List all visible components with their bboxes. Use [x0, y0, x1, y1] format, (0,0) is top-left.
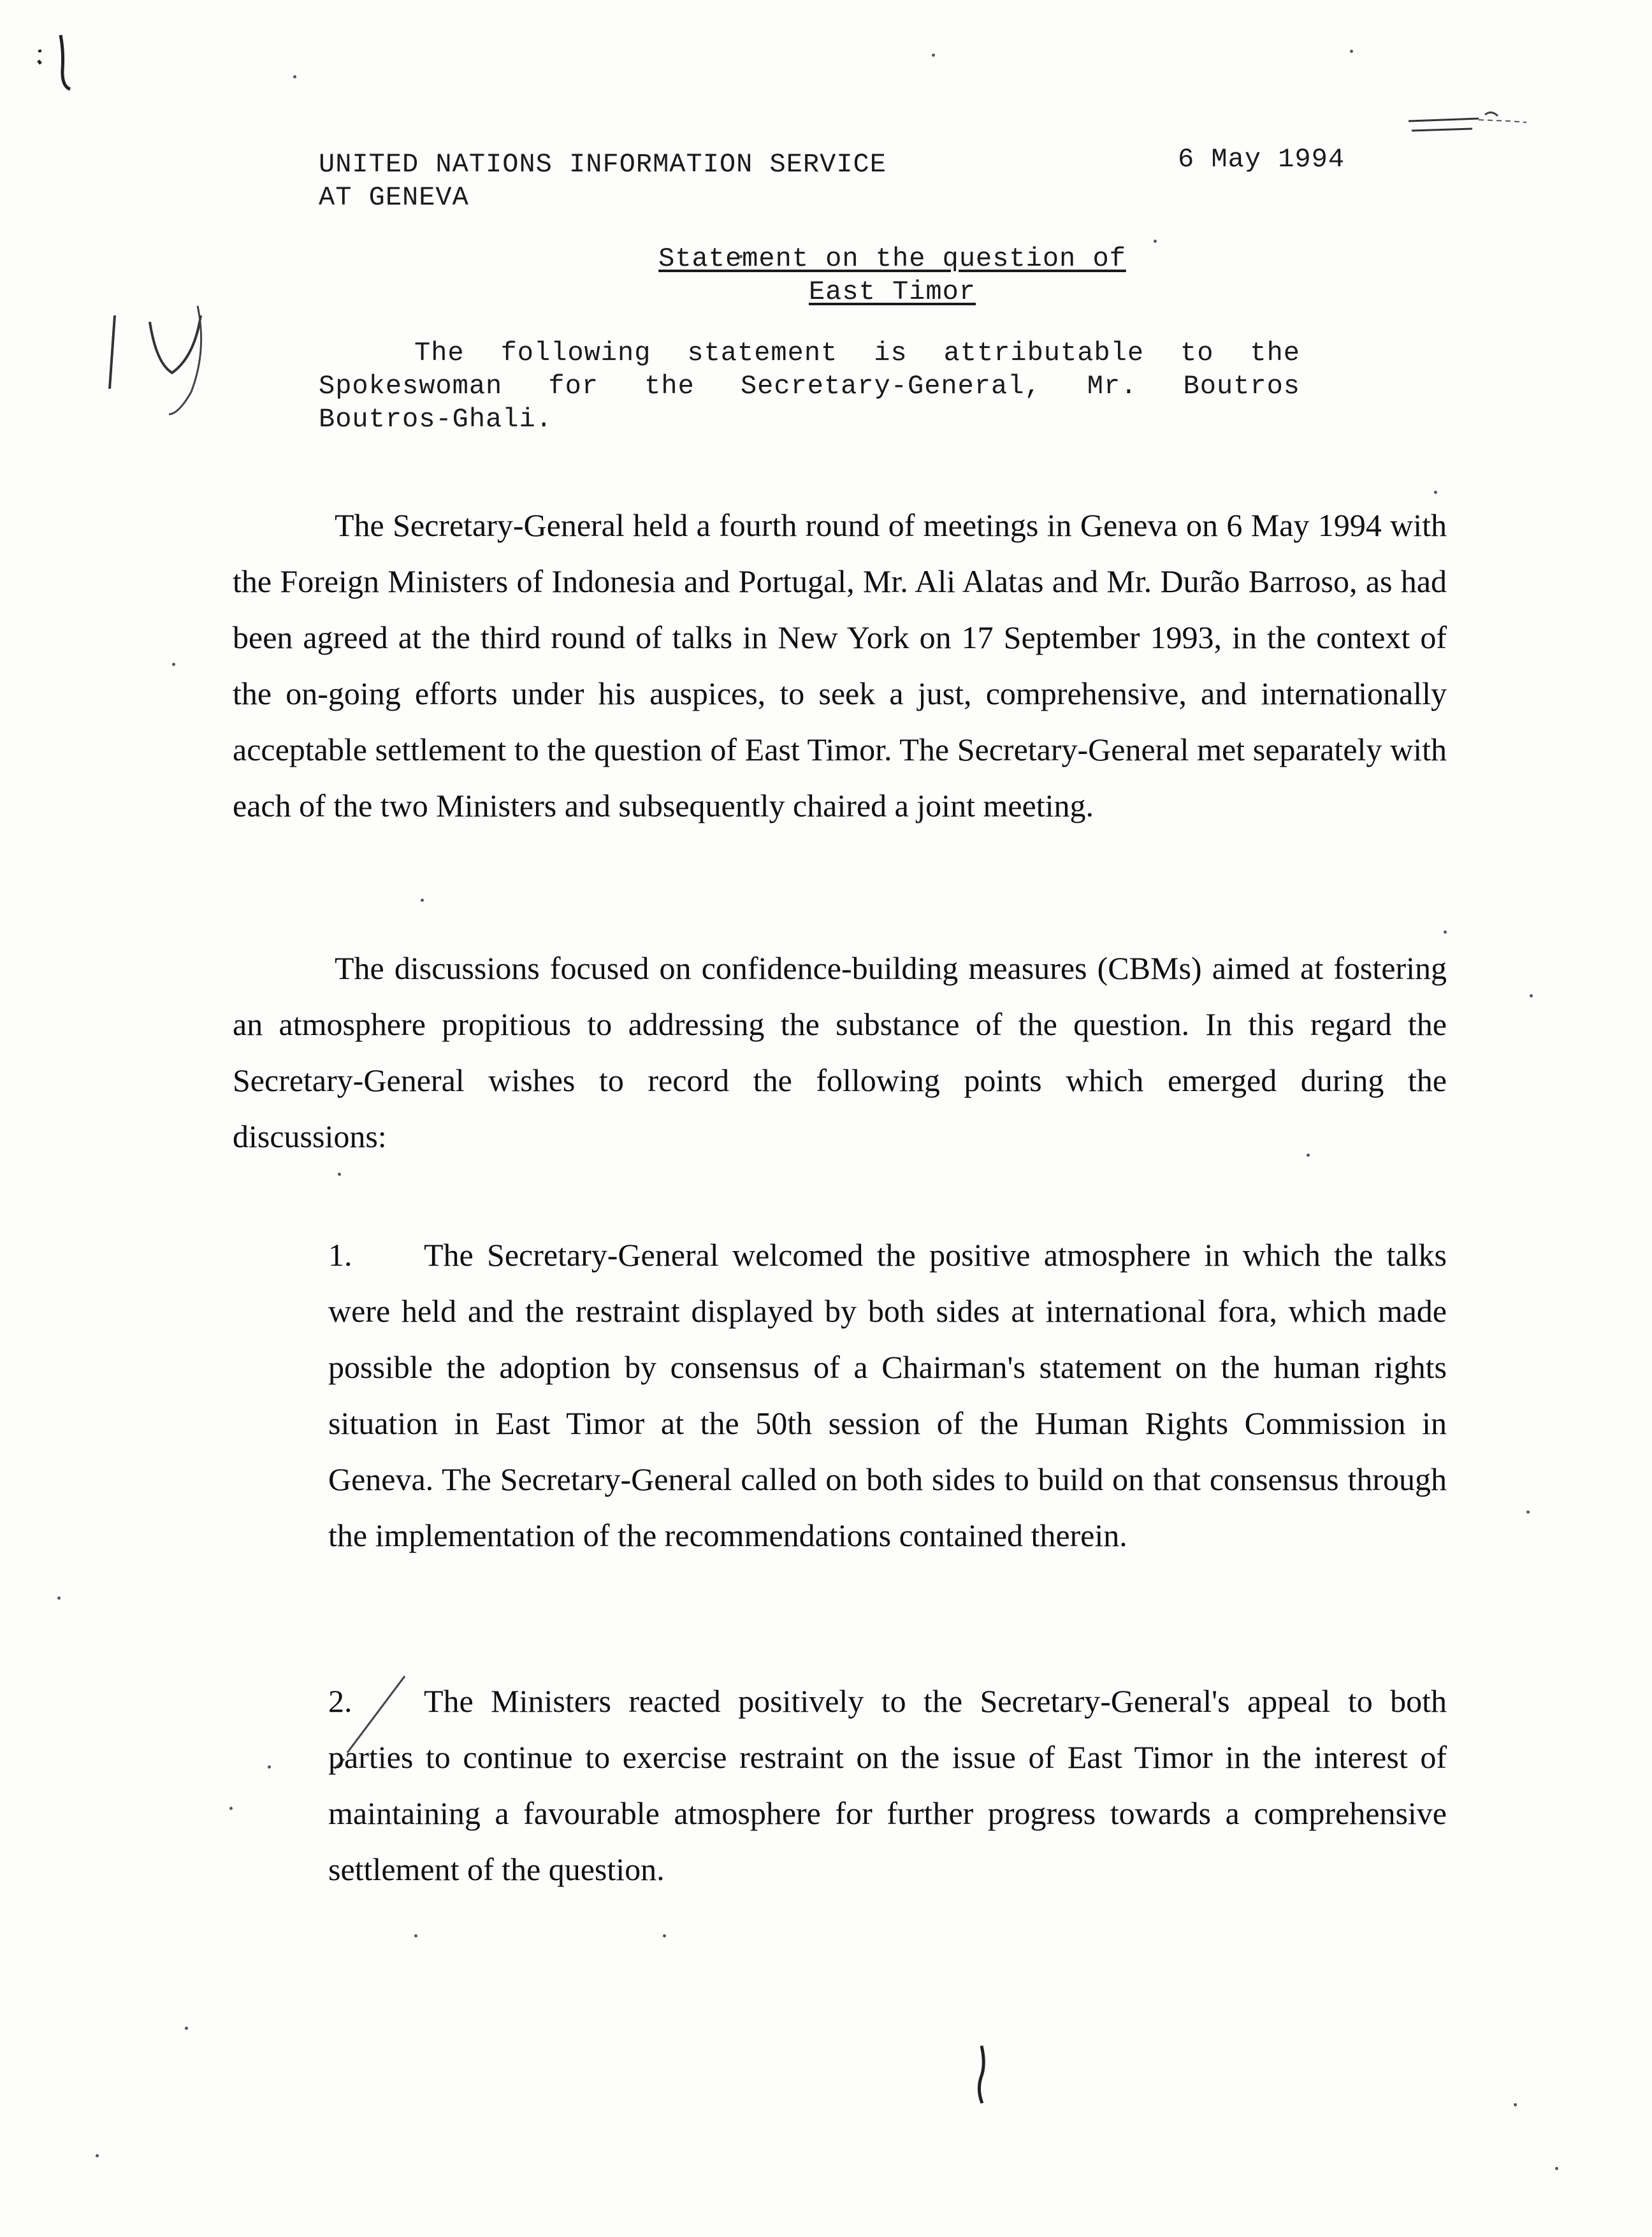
issuing-agency: UNITED NATIONS INFORMATION SERVICE AT GENEVA — [319, 149, 887, 213]
scan-speck — [421, 899, 424, 902]
scan-speck — [1530, 994, 1533, 997]
body-paragraph — [233, 497, 1447, 834]
scan-speck — [1514, 2103, 1517, 2106]
corner-scribble-mark — [25, 25, 89, 96]
bottom-center-mark — [966, 2039, 997, 2110]
paragraph-text: The discussions focused on confidence-building measures (CBMs) aimed at fostering an atmosphere propitious to addressing the substance of the question. In this regard the Secretary-General wishes to record the following points which emerged during the discussions: — [233, 950, 1447, 1154]
point-number: 1. — [328, 1237, 352, 1273]
attribution-paragraph — [319, 337, 1300, 436]
scan-speck — [57, 1596, 61, 1600]
scan-speck — [338, 1173, 341, 1176]
title-line-2: East Timor — [808, 277, 976, 307]
document-date: 6 May 1994 — [1178, 144, 1345, 175]
scan-speck — [1526, 1510, 1530, 1514]
numbered-point — [328, 1227, 1447, 1563]
title-line-1: Statement on the question of — [658, 243, 1126, 274]
paragraph-text: The Secretary-General held a fourth round of meetings in Geneva on 6 May 1994 with the Foreign Ministers of Indonesia and Portugal, Mr. Ali Alatas and Mr. Durão Barroso, as had been agreed at the third round of talks in New York on 17 September 1993, in the context of the on-going efforts under his auspices, to seek a just, comprehensive, and internationally acceptable settlement to the question of East Timor. The Secretary-General met separately with each of the two Ministers and subsequently chaired a joint meeting. — [233, 507, 1447, 823]
point-text: The Secretary-General welcomed the positive atmosphere in which the talks were held and the restraint displayed by both sides at international fora, which made possible the adoption by consensus of a Chairman's statement on the human rights situation in East Timor at the 50th session of the Human Rights Commission in Geneva. The Secretary-General called on both sides to build on that consensus through the implementation of the recommendations contained therein. — [328, 1237, 1447, 1553]
scan-speck — [1444, 930, 1447, 934]
scan-speck — [1555, 2167, 1558, 2170]
handwritten-page-number-mark — [96, 255, 236, 421]
scan-speck — [229, 1807, 233, 1810]
point-number: 2. — [328, 1683, 352, 1719]
scan-speck — [96, 2154, 99, 2157]
scan-speck — [293, 75, 296, 78]
point-text: The Ministers reacted positively to the Secretary-General's appeal to both parties to continue to exercise restraint on the issue of East Timor in the interest of maintaining a favourable atmosphere for further progress towards a comprehensive settlement of the question. — [328, 1683, 1447, 1887]
scan-speck — [268, 1765, 271, 1769]
scan-speck — [185, 2027, 188, 2030]
scan-speck — [663, 1934, 666, 1937]
document-title — [510, 242, 1275, 308]
scan-speck — [932, 54, 935, 57]
body-paragraph — [233, 940, 1447, 1164]
numbered-point — [328, 1673, 1447, 1897]
scan-speck — [1350, 50, 1353, 53]
scan-speck — [172, 663, 175, 666]
scan-speck — [1434, 491, 1437, 494]
attribution-text: The following statement is attributable to the Spokeswoman for the Secretary-General, Mr. Boutros Boutros-Ghali. — [319, 338, 1300, 435]
scan-speck — [414, 1934, 417, 1937]
top-right-scribble-mark — [1402, 96, 1530, 153]
